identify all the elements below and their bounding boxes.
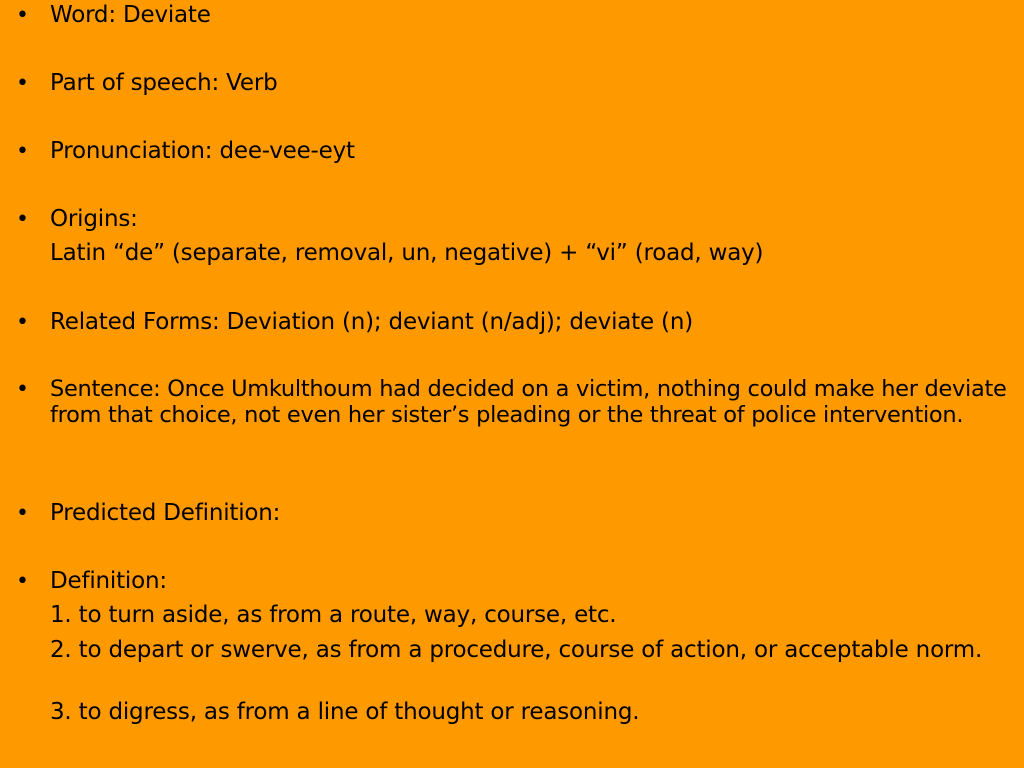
definition-1: 1. to turn aside, as from a route, way, course, etc. — [50, 602, 617, 628]
part-of-speech-text: Part of speech: Verb — [50, 70, 278, 96]
related-forms-text: Related Forms: Deviation (n); deviant (n/adj); deviate (n) — [50, 309, 693, 335]
definition-3: 3. to digress, as from a line of thought or reasoning. — [50, 699, 640, 725]
origins-heading: Origins: — [50, 206, 138, 232]
bullet-dot: • — [16, 310, 29, 335]
bullet-dot: • — [16, 139, 29, 164]
bullet-dot: • — [16, 3, 29, 28]
bullet-dot: • — [16, 569, 29, 594]
bullet-dot: • — [16, 377, 29, 402]
bullet-dot: • — [16, 501, 29, 526]
pronunciation-text: Pronunciation: dee-vee-eyt — [50, 138, 355, 164]
word-text: Word: Deviate — [50, 2, 211, 28]
definition-heading: Definition: — [50, 568, 167, 594]
bullet-dot: • — [16, 71, 29, 96]
predicted-definition-text: Predicted Definition: — [50, 500, 281, 526]
bullet-dot: • — [16, 207, 29, 232]
definition-2: 2. to depart or swerve, as from a procedure, course of action, or acceptable norm. — [50, 637, 983, 663]
sentence-text: Sentence: Once Umkulthoum had decided on a victim, nothing could make her deviate from that choice, not even her sister’s pleading or the threat of police intervention. — [50, 376, 1007, 428]
origins-detail: Latin “de” (separate, removal, un, negative) + “vi” (road, way) — [50, 240, 764, 266]
